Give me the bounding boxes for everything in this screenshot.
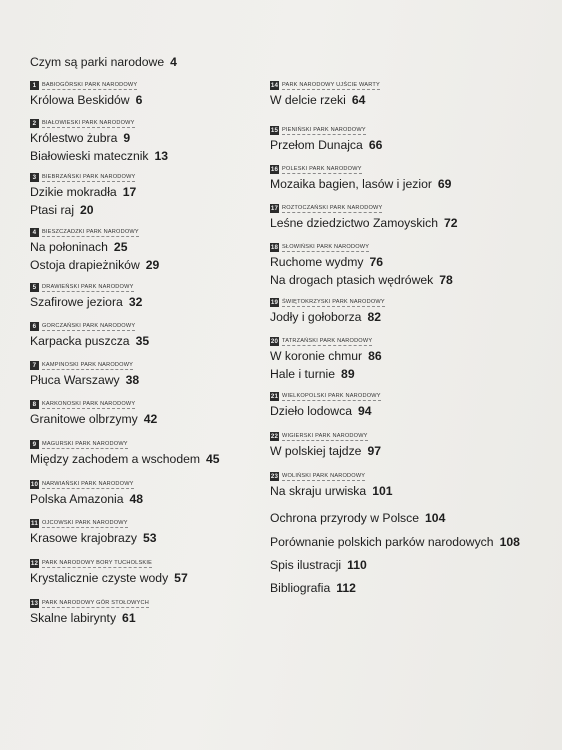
page-number: 9 bbox=[123, 131, 131, 145]
park-name: NARWIAŃSKI PARK NARODOWY bbox=[42, 480, 134, 487]
park-number-badge: 15 bbox=[270, 127, 279, 134]
toc-park-section bbox=[30, 321, 149, 350]
park-header bbox=[270, 80, 380, 91]
page-number: 53 bbox=[143, 531, 157, 545]
page-number: 45 bbox=[206, 452, 220, 466]
park-number-badge: 22 bbox=[270, 433, 279, 440]
park-number-badge: 10 bbox=[30, 481, 39, 488]
toc-chapter-link[interactable] bbox=[270, 509, 445, 527]
park-number-badge: 12 bbox=[30, 560, 39, 567]
park-number-badge: 17 bbox=[270, 205, 279, 212]
chapter-title: Płuca Warszawy bbox=[30, 373, 120, 387]
chapter-title: Dzikie mokradła bbox=[30, 185, 117, 199]
page-number: 101 bbox=[372, 484, 393, 498]
park-number-badge: 19 bbox=[270, 299, 279, 306]
park-header bbox=[30, 321, 149, 332]
park-name: BIEBRZAŃSKI PARK NARODOWY bbox=[42, 173, 136, 180]
page-number: 112 bbox=[336, 581, 356, 595]
toc-chapter-link[interactable] bbox=[30, 183, 136, 201]
toc-park-section bbox=[270, 242, 453, 289]
page-number: 110 bbox=[347, 558, 367, 572]
page-number: 4 bbox=[170, 55, 177, 69]
page-number: 97 bbox=[367, 444, 382, 458]
page-number: 20 bbox=[80, 203, 94, 217]
park-header bbox=[30, 360, 139, 371]
page-number: 89 bbox=[341, 367, 355, 381]
park-header bbox=[270, 297, 385, 308]
park-number-badge: 20 bbox=[270, 338, 279, 345]
toc-chapter-link[interactable] bbox=[270, 579, 356, 597]
chapter-title: Mozaika bagien, lasów i jezior bbox=[270, 177, 432, 191]
toc-chapter-link[interactable] bbox=[30, 91, 142, 109]
toc-park-section bbox=[30, 360, 139, 389]
chapter-title: Porównanie polskich parków narodowych bbox=[270, 535, 494, 549]
chapter-title: W delcie rzeki bbox=[270, 93, 346, 107]
park-header bbox=[270, 336, 382, 347]
chapter-title: Jodły i gołoborza bbox=[270, 310, 362, 324]
park-header bbox=[270, 164, 451, 175]
toc-chapter-link[interactable] bbox=[270, 365, 382, 383]
toc-chapter-link[interactable] bbox=[270, 347, 382, 365]
toc-entry bbox=[270, 509, 445, 527]
toc-chapter-link[interactable] bbox=[30, 256, 159, 274]
toc-chapter-link[interactable] bbox=[30, 201, 136, 219]
park-number-badge: 9 bbox=[30, 440, 39, 449]
park-number-badge: 23 bbox=[270, 473, 279, 480]
chapter-title: Spis ilustracji bbox=[270, 558, 342, 572]
toc-park-section bbox=[30, 558, 188, 587]
toc-chapter-link[interactable] bbox=[30, 529, 157, 547]
park-name: PARK NARODOWY BORY TUCHOLSKIE bbox=[42, 559, 153, 566]
toc-chapter-link[interactable] bbox=[30, 129, 168, 147]
page-number: 66 bbox=[368, 138, 383, 152]
toc-chapter-link[interactable] bbox=[30, 238, 159, 256]
toc-entry bbox=[30, 53, 177, 71]
page-number: 35 bbox=[135, 334, 150, 348]
chapter-title: W polskiej tajdze bbox=[270, 444, 362, 458]
toc-chapter-link[interactable] bbox=[270, 91, 380, 109]
page-number: 42 bbox=[143, 412, 158, 426]
park-name: MAGURSKI PARK NARODOWY bbox=[42, 440, 128, 447]
toc-chapter-link[interactable] bbox=[270, 402, 381, 420]
toc-chapter-link[interactable] bbox=[30, 371, 139, 389]
toc-park-section bbox=[270, 125, 382, 154]
chapter-title: Na drogach ptasich wędrówek bbox=[270, 273, 434, 287]
chapter-title: Na połoninach bbox=[30, 240, 108, 254]
park-name: PARK NARODOWY GÓR STOŁOWYCH bbox=[42, 599, 150, 606]
page-number: 48 bbox=[129, 492, 144, 506]
page-number: 94 bbox=[357, 404, 372, 418]
chapter-title: Karpacka puszcza bbox=[30, 334, 130, 348]
chapter-title: Hale i turnie bbox=[270, 367, 336, 381]
park-number-badge: 3 bbox=[30, 173, 39, 182]
page-number: 25 bbox=[113, 240, 128, 254]
park-header bbox=[270, 125, 382, 136]
toc-chapter-link[interactable] bbox=[270, 308, 385, 326]
toc-chapter-link[interactable] bbox=[30, 609, 149, 627]
toc-park-section bbox=[270, 297, 385, 326]
toc-chapter-link[interactable] bbox=[30, 332, 149, 350]
park-header bbox=[30, 282, 142, 293]
chapter-title: Dzieło lodowca bbox=[270, 404, 352, 418]
toc-park-section bbox=[270, 80, 380, 109]
chapter-title: Polska Amazonia bbox=[30, 492, 124, 506]
chapter-title: Krystalicznie czyste wody bbox=[30, 571, 169, 585]
toc-chapter-link[interactable] bbox=[30, 490, 143, 508]
toc-park-section bbox=[30, 439, 220, 468]
toc-park-section bbox=[30, 598, 149, 627]
chapter-title: Granitowe olbrzymy bbox=[30, 412, 138, 426]
park-number-badge: 4 bbox=[30, 228, 39, 237]
park-name: OJCOWSKI PARK NARODOWY bbox=[42, 519, 128, 526]
park-name: WIELKOPOLSKI PARK NARODOWY bbox=[282, 392, 381, 399]
toc-park-section bbox=[270, 203, 458, 232]
park-number-badge: 2 bbox=[30, 119, 39, 128]
chapter-title: W koronie chmur bbox=[270, 349, 363, 363]
toc-park-section bbox=[30, 399, 157, 428]
park-number-badge: 8 bbox=[30, 400, 39, 409]
toc-entry bbox=[270, 579, 356, 597]
chapter-title: Ruchome wydmy bbox=[270, 255, 364, 269]
park-header bbox=[30, 227, 159, 238]
page-number: 64 bbox=[351, 93, 366, 107]
chapter-title: Ochrona przyrody w Polsce bbox=[270, 511, 420, 525]
park-name: WOLIŃSKI PARK NARODOWY bbox=[282, 472, 366, 479]
park-header bbox=[30, 172, 136, 183]
chapter-title: Ostoja drapieżników bbox=[30, 258, 140, 272]
chapter-title: Ptasi raj bbox=[30, 203, 75, 217]
park-header bbox=[30, 118, 168, 129]
toc-park-section bbox=[270, 431, 381, 460]
page-number: 6 bbox=[135, 93, 143, 107]
park-number-badge: 13 bbox=[30, 600, 39, 607]
toc-chapter-link[interactable] bbox=[30, 410, 157, 428]
toc-chapter-link[interactable] bbox=[30, 147, 168, 165]
page-number: 17 bbox=[122, 185, 137, 199]
park-name: GORCZAŃSKI PARK NARODOWY bbox=[42, 322, 136, 329]
toc-park-section bbox=[30, 479, 143, 508]
toc-chapter-link[interactable] bbox=[270, 556, 367, 574]
toc-chapter-link[interactable] bbox=[30, 293, 142, 311]
toc-park-section bbox=[30, 118, 168, 165]
toc-chapter-link[interactable] bbox=[270, 214, 458, 232]
park-header bbox=[30, 399, 157, 410]
chapter-title: Królestwo żubra bbox=[30, 131, 118, 145]
toc-entry bbox=[270, 533, 520, 551]
page-number: 86 bbox=[368, 349, 382, 363]
page-number: 82 bbox=[367, 310, 382, 324]
toc-chapter-link[interactable] bbox=[270, 533, 520, 551]
park-name: DRAWIEŃSKI PARK NARODOWY bbox=[42, 283, 134, 290]
park-name: SŁOWIŃSKI PARK NARODOWY bbox=[282, 243, 370, 250]
page-number: 61 bbox=[122, 611, 136, 625]
chapter-title: Między zachodem a wschodem bbox=[30, 452, 201, 466]
park-number-badge: 6 bbox=[30, 322, 39, 331]
chapter-title: Krasowe krajobrazy bbox=[30, 531, 138, 545]
page-number: 38 bbox=[125, 373, 140, 387]
chapter-title: Na skraju urwiska bbox=[270, 484, 367, 498]
park-header bbox=[30, 598, 149, 609]
park-header bbox=[270, 242, 453, 253]
park-name: BABIOGÓRSKI PARK NARODOWY bbox=[42, 81, 138, 88]
toc-chapter-link[interactable] bbox=[270, 136, 382, 154]
park-number-badge: 5 bbox=[30, 283, 39, 292]
park-number-badge: 18 bbox=[270, 244, 279, 251]
page-number: 69 bbox=[437, 177, 452, 191]
toc-park-section bbox=[30, 172, 136, 219]
toc-park-section bbox=[270, 336, 382, 383]
park-name: TATRZAŃSKI PARK NARODOWY bbox=[282, 337, 373, 344]
toc-chapter-link[interactable] bbox=[270, 175, 451, 193]
park-number-badge: 21 bbox=[270, 393, 279, 400]
chapter-title: Czym są parki narodowe bbox=[30, 55, 165, 69]
chapter-title: Przełom Dunajca bbox=[270, 138, 363, 152]
toc-park-section bbox=[270, 164, 451, 193]
page-number: 108 bbox=[499, 535, 520, 549]
page-number: 32 bbox=[128, 295, 143, 309]
park-name: WIGIERSKI PARK NARODOWY bbox=[282, 432, 368, 439]
chapter-title: Skalne labirynty bbox=[30, 611, 117, 625]
park-number-badge: 1 bbox=[30, 81, 39, 90]
park-header bbox=[30, 80, 142, 91]
park-number-badge: 14 bbox=[270, 82, 279, 89]
park-name: PIENIŃSKI PARK NARODOWY bbox=[282, 126, 366, 133]
chapter-title: Bibliografia bbox=[270, 581, 331, 595]
park-header bbox=[270, 391, 381, 402]
toc-park-section bbox=[30, 518, 157, 547]
chapter-title: Białowieski matecznik bbox=[30, 149, 149, 163]
toc-park-section bbox=[30, 80, 142, 109]
park-name: KARKONOSKI PARK NARODOWY bbox=[42, 400, 136, 407]
park-header bbox=[30, 518, 157, 529]
park-header bbox=[30, 439, 220, 450]
park-header bbox=[270, 431, 381, 442]
toc-chapter-link[interactable] bbox=[30, 53, 177, 71]
park-name: BIAŁOWIESKI PARK NARODOWY bbox=[42, 119, 135, 126]
park-header bbox=[30, 558, 188, 569]
park-number-badge: 11 bbox=[31, 520, 38, 527]
toc-chapter-link[interactable] bbox=[270, 253, 453, 271]
toc-chapter-link[interactable] bbox=[30, 569, 188, 587]
park-name: ŚWIĘTOKRZYSKI PARK NARODOWY bbox=[282, 298, 385, 305]
page-number: 57 bbox=[174, 571, 188, 585]
park-name: BIESZCZADZKI PARK NARODOWY bbox=[42, 228, 139, 235]
page-number: 29 bbox=[145, 258, 160, 272]
toc-chapter-link[interactable] bbox=[270, 271, 453, 289]
park-number-badge: 7 bbox=[30, 361, 39, 370]
page-number: 72 bbox=[444, 216, 458, 230]
page-number: 13 bbox=[154, 149, 169, 163]
toc-chapter-link[interactable] bbox=[270, 482, 393, 500]
park-header bbox=[270, 471, 393, 482]
chapter-title: Leśne dziedzictwo Zamoyskich bbox=[270, 216, 438, 230]
park-header bbox=[30, 479, 143, 490]
chapter-title: Królowa Beskidów bbox=[30, 93, 130, 107]
park-header bbox=[270, 203, 458, 214]
toc-park-section bbox=[270, 471, 393, 500]
chapter-title: Szafirowe jeziora bbox=[30, 295, 123, 309]
park-name: POLESKI PARK NARODOWY bbox=[282, 165, 362, 172]
toc-entry bbox=[270, 556, 367, 574]
page-number: 78 bbox=[439, 273, 453, 287]
page-number: 76 bbox=[369, 255, 384, 269]
park-number-badge: 16 bbox=[270, 166, 279, 173]
park-name: KAMPINOSKI PARK NARODOWY bbox=[42, 361, 134, 368]
park-name: ROZTOCZAŃSKI PARK NARODOWY bbox=[282, 204, 383, 211]
toc-park-section bbox=[270, 391, 381, 420]
page-number: 104 bbox=[425, 511, 446, 525]
park-name: PARK NARODOWY UJŚCIE WARTY bbox=[282, 81, 380, 88]
toc-park-section bbox=[30, 282, 142, 311]
toc-park-section bbox=[30, 227, 159, 274]
toc-chapter-link[interactable] bbox=[270, 442, 381, 460]
toc-chapter-link[interactable] bbox=[30, 450, 220, 468]
